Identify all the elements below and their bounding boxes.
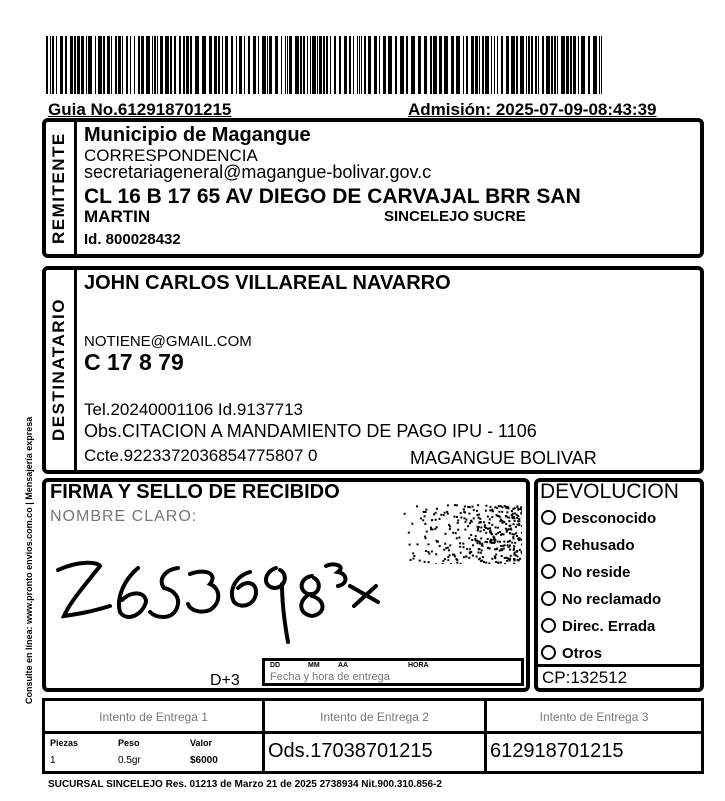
intento-entrega-2: Intento de Entrega 2: [320, 710, 429, 724]
table-header-valor: Valor: [190, 738, 213, 748]
details-divider-1: [262, 734, 265, 774]
remitente-id: Id. 800028432: [84, 231, 181, 248]
option-label: No reclamado: [562, 591, 662, 608]
table-value-peso: 0.5gr: [118, 755, 141, 766]
date-label-hora: HORA: [408, 662, 429, 669]
remitente-city: SINCELEJO SUCRE: [384, 208, 526, 225]
devolucion-option-no-reside[interactable]: [541, 564, 661, 591]
destinatario-label: DESTINATARIO: [49, 298, 68, 442]
date-label-dd: DD: [270, 662, 281, 669]
radio-circle-icon: [541, 564, 556, 579]
table-value-piezas: 1: [50, 755, 56, 766]
remitente-email: secretariageneral@magangue-bolivar.gov.c: [84, 162, 432, 182]
remitente-dept: CORRESPONDENCIA: [84, 146, 258, 165]
devolucion-option-desconocido[interactable]: [541, 510, 661, 537]
side-website-text: Consulte en línea: www.pronto envios.com.co | Mensajería expresa: [24, 416, 34, 704]
remitente-label: REMITENTE: [49, 132, 68, 244]
devolucion-option-direc-errada[interactable]: [541, 618, 661, 645]
date-label-aa: AA: [338, 662, 349, 669]
handwritten-signature: [50, 540, 400, 650]
devolucion-cp-divider: [538, 664, 700, 667]
destinatario-name: JOHN CARLOS VILLAREAL NAVARRO: [84, 272, 451, 294]
devolucion-cp: CP:132512: [542, 668, 628, 687]
option-label: No reside: [562, 564, 631, 581]
date-caption: Fecha y hora de entrega: [270, 671, 390, 683]
option-label: Desconocido: [562, 510, 657, 527]
remitente-name: Municipio de Magangue: [84, 124, 311, 146]
remitente-address-line1: CL 16 B 17 65 AV DIEGO DE CARVAJAL BRR SAN: [84, 185, 581, 208]
ods-number: Ods.17038701215: [268, 740, 433, 762]
destinatario-ccte: Ccte.9223372036854775807 0: [84, 446, 318, 465]
destinatario-tel: Tel.20240001106 Id.9137713: [84, 400, 303, 419]
option-label: Rehusado: [562, 537, 635, 554]
stamp-noise: [396, 504, 522, 564]
intento-entrega-3: Intento de Entrega 3: [539, 710, 649, 724]
footer-text: SUCURSAL SINCELEJO Res. 01213 de Marzo 21 de 2025 2738934 Nit.900.310.856-2: [48, 779, 442, 790]
barcode: [46, 36, 608, 94]
destinatario-code: C 17 8 79: [84, 349, 184, 375]
destinatario-city: MAGANGUE BOLIVAR: [410, 448, 597, 468]
destinatario-obs: Obs.CITACION A MANDAMIENTO DE PAGO IPU - 1106: [84, 421, 537, 441]
devolucion-option-rehusado[interactable]: [541, 537, 661, 564]
devolucion-title: DEVOLUCION: [540, 480, 679, 503]
option-label: Direc. Errada: [562, 618, 656, 635]
destinatario-email: NOTIENE@GMAIL.COM: [84, 333, 252, 350]
nombre-claro-label: NOMBRE CLARO:: [50, 508, 198, 525]
guia-number-bottom: 612918701215: [490, 740, 624, 762]
table-header-piezas: Piezas: [50, 738, 79, 748]
admission-datetime: Admisión: 2025-07-09-08:43:39: [408, 100, 657, 119]
devolucion-option-no-reclamado[interactable]: [541, 591, 661, 618]
delivery-term: D+3: [210, 672, 240, 689]
table-value-valor: $6000: [190, 755, 218, 766]
radio-circle-icon: [541, 537, 556, 552]
details-divider-2: [484, 734, 487, 774]
remitente-address-line2: MARTIN: [84, 207, 151, 226]
guia-number: Guia No.612918701215: [48, 100, 232, 119]
radio-circle-icon: [541, 645, 556, 660]
date-label-mm: MM: [308, 662, 320, 669]
radio-circle-icon: [541, 618, 556, 633]
intento-entrega-1: Intento de Entrega 1: [99, 710, 208, 724]
table-header-peso: Peso: [118, 738, 140, 748]
devolucion-options: [541, 510, 661, 669]
firma-title: FIRMA Y SELLO DE RECIBIDO: [50, 481, 340, 503]
radio-circle-icon: [541, 591, 556, 606]
option-label: Otros: [562, 645, 603, 662]
radio-circle-icon: [541, 510, 556, 525]
